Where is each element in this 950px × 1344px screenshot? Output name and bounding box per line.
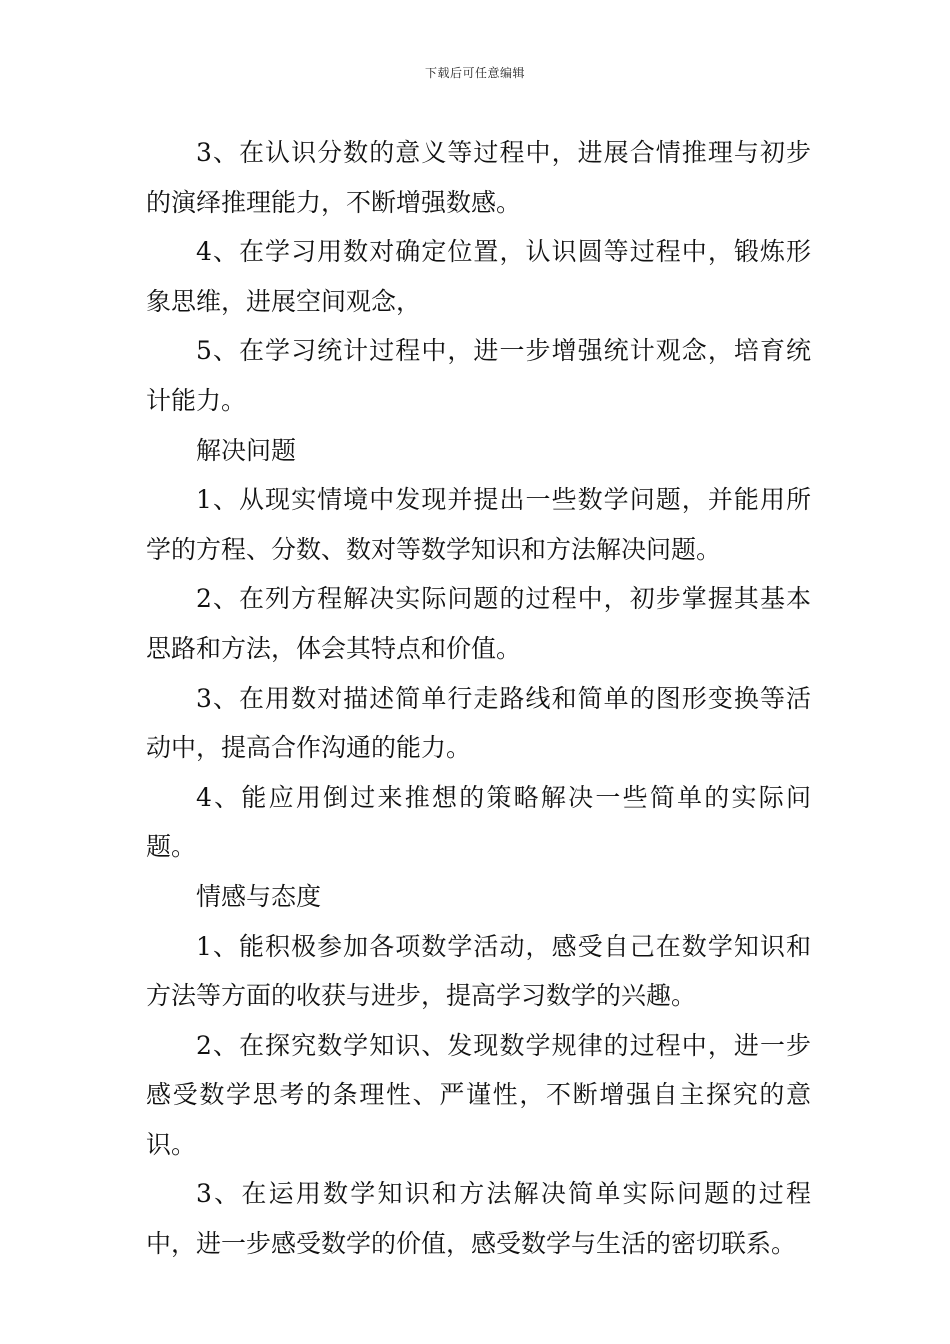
- section-heading: 解决问题: [196, 435, 297, 465]
- paragraph: 2、在列方程解决实际问题的过程中，初步掌握其基本思路和方法，体会其特点和价值。: [146, 584, 811, 663]
- paragraph: 1、从现实情境中发现并提出一些数学问题，并能用所学的方程、分数、数对等数学知识和方法解决问题。: [146, 485, 811, 564]
- page-header: 下载后可任意编辑: [424, 66, 525, 80]
- paragraph: 4、在学习用数对确定位置，认识圆等过程中，锻炼形象思维，进展空间观念，: [146, 237, 811, 316]
- document-body: [146, 128, 811, 1269]
- paragraph: 5、在学习统计过程中，进一步增强统计观念，培育统计能力。: [146, 336, 811, 415]
- paragraph: 3、在用数对描述简单行走路线和简单的图形变换等活动中，提高合作沟通的能力。: [146, 683, 811, 763]
- section-heading: 情感与态度: [196, 881, 322, 911]
- paragraph: 1、能积极参加各项数学活动，感受自己在数学知识和方法等方面的收获与进步，提高学习数学的兴趣。: [146, 931, 811, 1011]
- paragraph: 3、在运用数学知识和方法解决简单实际问题的过程中，进一步感受数学的价值，感受数学与生活的密切联系。: [146, 1179, 811, 1259]
- paragraph: 3、在认识分数的意义等过程中，进展合情推理与初步的演绎推理能力，不断增强数感。: [146, 138, 811, 217]
- paragraph: 2、在探究数学知识、发现数学规律的过程中，进一步感受数学思考的条理性、严谨性，不断增强自主探究的意识。: [146, 1030, 811, 1159]
- paragraph: 4、能应用倒过来推想的策略解决一些简单的实际问题。: [146, 782, 811, 862]
